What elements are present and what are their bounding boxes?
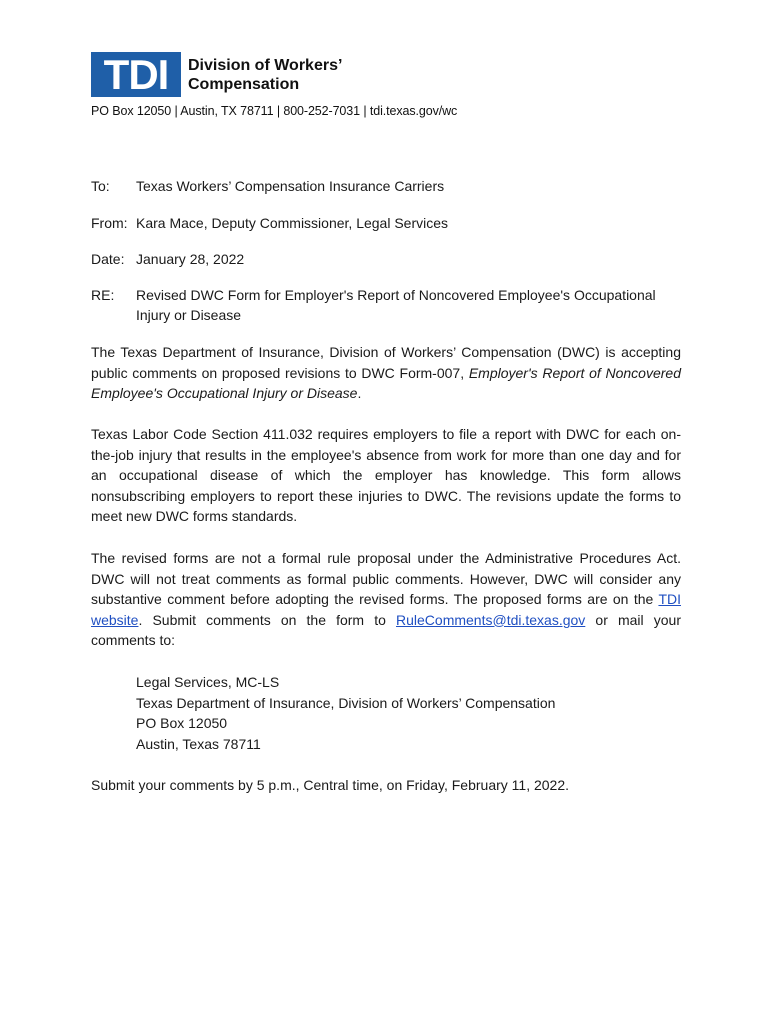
re-label: RE: [91,287,115,303]
division-line-1: Division of Workers’ [188,57,343,74]
p3-mid: . Submit comments on the form to [138,611,396,628]
re-value [136,285,696,325]
rule-comments-email-link[interactable]: RuleComments@tdi.texas.gov [396,611,586,628]
tdi-logo [91,52,181,97]
paragraph-labor-code: Texas Labor Code Section 411.032 requires employers to file a report with DWC for each on-the-job injury that results in the employee's absence from work for more than one day and for an occupational disease of which the employer has knowledge. This form allows nonsubscribing employers to report these injuries to DWC. The revisions update the forms to meet new DWC forms standards. [91,426,681,525]
to-label: To: [91,178,110,194]
address-line-4: Austin, Texas 78711 [136,735,261,752]
paragraph-comments [91,548,681,651]
date-value: January 28, 2022 [136,251,245,267]
tdi-website-link[interactable]: TDI website [91,591,681,628]
paragraph-deadline: Submit your comments by 5 p.m., Central time, on Friday, February 11, 2022. [91,777,570,793]
division-line-2: Compensation [188,76,300,93]
from-label: From: [91,215,128,231]
to-value: Texas Workers’ Compensation Insurance Carriers [136,178,445,194]
p1-text: The Texas Department of Insurance, Division of Workers’ Compensation (DWC) is accepting public comments on proposed revisions to DWC Form-007, [91,344,681,381]
re-line-1: Revised DWC Form for Employer's Report of Noncovered Employee's Occupational [136,287,656,303]
address-line-3: PO Box 12050 [136,715,228,732]
from-value: Kara Mace, Deputy Commissioner, Legal Services [136,215,449,231]
paragraph-intro [91,342,681,404]
address-line-1: Legal Services, MC-LS [136,674,280,690]
p3-end: or mail your comments to: [91,611,681,649]
mailing-address [136,672,555,754]
contact-line: PO Box 12050 | Austin, TX 78711 | 800-252-7031 | tdi.texas.gov/wc [91,104,458,118]
re-line-2: Injury or Disease [136,307,242,323]
address-line-2: Texas Department of Insurance, Division of Workers’ Compensation [136,694,556,711]
date-label: Date: [91,251,125,267]
logo-text: TDI [103,50,169,98]
division-title [188,56,342,94]
p1-form-title: Employer's Report of Noncovered Employee's Occupational Injury or Disease [91,364,681,402]
p3-start: The revised forms are not a formal rule proposal under the Administrative Procedures Act. DWC will not treat comments as formal public comments. However, DWC will consider any substantive comment before adopting the revised forms. The proposed forms are on the [91,550,681,608]
p1-end: . [357,385,362,402]
